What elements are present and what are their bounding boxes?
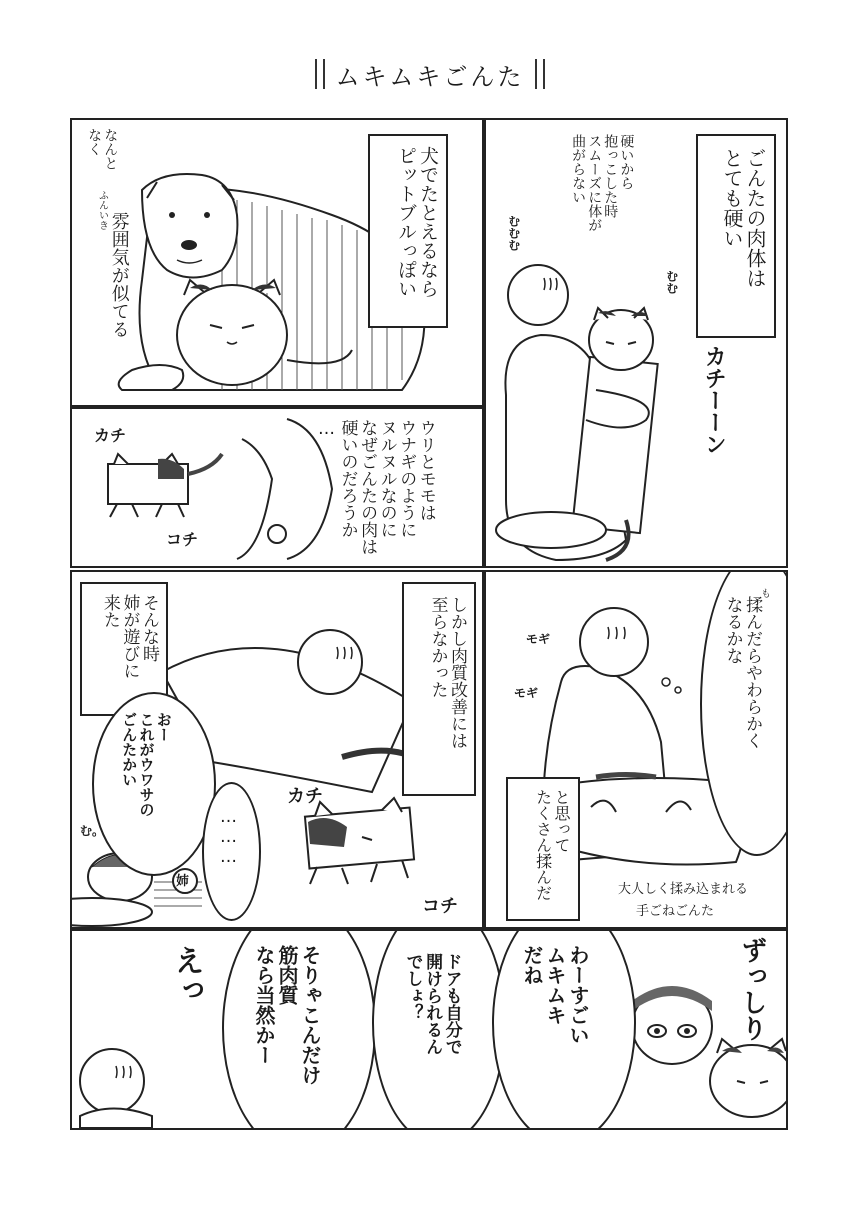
narration-box [368,134,448,328]
speech-dots: … [316,419,337,439]
speech-dots: ……… [218,807,239,867]
panel-6 [70,929,788,1130]
panel-4 [70,570,484,929]
speech-text: ウリとモモは ウナギのように ヌルヌルなのに なぜごんたの肉は 硬いのだろうか [337,419,436,555]
sfx-kochi: コチ [422,896,458,917]
sfx-kochi: コチ [166,530,199,549]
speech-b-text: ドアも自分で 開けられるん でしょ？ [402,953,462,1055]
panel-5 [484,570,788,929]
narration-box-main [402,582,476,796]
side-note-main: 雰囲気が似てる [108,212,130,338]
narration-text: ごんたの肉体は とても硬い [720,148,767,288]
panel-3 [70,407,484,568]
panel-1 [70,118,484,407]
speech-sister-text: おー これがウワサの ごんたかい [120,712,173,817]
narration-box [696,134,776,338]
sfx-mogi-2: モギ [514,686,539,700]
thought-text: 揉んだらやわらかく なるかな [722,596,763,749]
sfx-mu: む。 [80,824,105,838]
sfx-kachi: カチ [94,426,127,445]
narration-box [506,777,580,921]
narration-main-text: しかし肉質改善には 至らなかった [427,596,467,749]
aside-text: 硬いから 抱っこした時 スムーズに体が 曲がらない [570,134,635,232]
page-title: ムキムキごんた [335,63,525,91]
caption-line-2: 手ごねごんた [636,904,715,919]
narration-sister-text: そんな時 姉が遊びに 来た [99,594,159,679]
sister-label: 姉 [176,874,190,889]
sfx-mumu: むむ [664,270,679,294]
speech-c-text: そりゃこんだけ 筋肉質 なら当然かー [252,945,322,1085]
sfx-kachi: カチーーン [701,345,727,455]
caption-line-1: 大人しく揉み込まれる [618,882,749,897]
side-note-ruby: ふんいき [96,190,108,230]
sfx-e: えっ [168,945,204,1005]
side-note-small: なんと なく [86,128,119,170]
sfx-zusshiri: ずっしり [736,937,767,1041]
sfx-mogi-1: モギ [526,632,551,646]
thought-ruby: も [758,588,770,598]
narration-text: 犬でたとえるなら ピットブルっぽい [395,146,439,298]
narration-text: と思って たくさん揉んだ [533,789,571,901]
panel-2 [484,118,788,568]
speech-a-text: わーすごい ムキムキ だね [520,945,590,1045]
sfx-mumumu: むむむ [506,215,521,251]
sfx-kachi: カチ [287,786,323,807]
page-title-block [315,55,545,95]
